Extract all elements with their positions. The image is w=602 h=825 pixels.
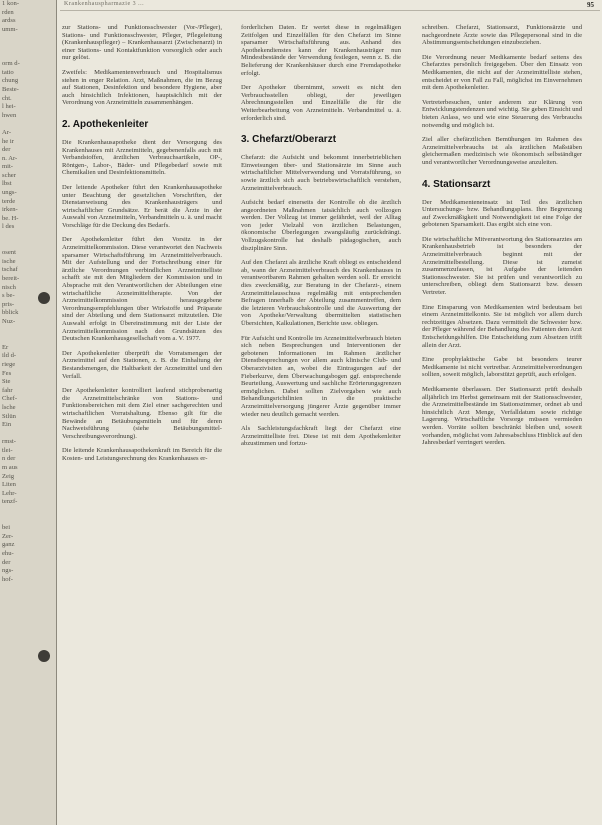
document-page [60, 0, 600, 825]
column-3 [422, 24, 582, 454]
paragraph: Die Verordnung neuer Medikamente bedarf seitens des Chefarztes persönlich freigegeben. Über den Einsatz von Medikamenten, die nicht auf der Arzneimittelliste stehen, entscheidet er von Fall zu Fall, möglichst im Einvernehmen mit dem Apothekenleiter. [422, 53, 582, 92]
column-1 [62, 24, 222, 470]
paragraph: Der Apotheker übernimmt, soweit es nicht den Verbrauchsstellen obliegt, der jeweiligen Abrechnungsstellen und Einzelfälle die für die Weiterbearbeitung von Arzneimitteln. Verbandmittel u. ä. erforderlich sind. [241, 84, 401, 122]
edge-text-line: tlei- [2, 446, 13, 454]
edge-text-line [0, 34, 56, 43]
paragraph: Eine Einsparung von Medikamenten wird bedeutsam bei einem Arzneimittelkonto. Sie ist möglich vor allem durch rechtzeitiges Absetzen. Dazu vermittelt die Schwester bzw. der Pfleger während der Behandlung des Patienten dem Arzt Entscheidungshilfen. Die Entscheidung zum Absetzen trifft allein der Arzt. [422, 303, 582, 349]
edge-text-line: Ein [2, 421, 12, 429]
paragraph: Medikamente überlassen. Der Stationsarzt prüft deshalb alljährlich im Herbst gemeinsam mit der Stationsschwester, die Arzneimittelbestände im Stationszimmer, ordnet ab und hinsichtlich Arzt Menge, Verfalldatum sowie richtige Lagerung. Wirtschaftliche Vorsorge müssen vermieden werden. Vorräte sollten beschränkt bleiben und, soweit vorhanden, möglichst vom Jahresabschluss Hinblick auf den Jahresbedarf verringert werden. [422, 385, 582, 447]
edge-text-line: Zer- [2, 532, 14, 540]
edge-text-line: l des [2, 223, 15, 231]
header-line: Krankenhauspharmazie 3 ... [64, 1, 145, 7]
edge-text-line: scher [2, 171, 16, 179]
paragraph: Der Medikamenteneinsatz ist Teil des ärztlichen Untersuchungs- bzw. Behandlungsplans. Ihre Begrenzung auf Zweckmäßigkeit und Notwendigkeit ist eine Folge der gebotenen Sparsamkeit. Das ergibt sich eine von. [422, 198, 582, 229]
edge-text-line: Beste- [2, 85, 19, 93]
edge-text-line [0, 120, 56, 129]
edge-text-line: irken- [2, 206, 18, 214]
edge-text-line: terde [2, 197, 16, 205]
paragraph: Vertreterbesuchen, unter anderem zur Klärung von Entwicklungstendenzen und wichtig. Sie geben Einsicht und bieten Anlass, wo und wie eine Steuerung des Verbrauchs notwendig und möglich ist. [422, 98, 582, 129]
paragraph: Die wirtschaftliche Mitverantwortung des Stationsarztes am Krankenhausbetrieb ist besonders der Arzneimittelverbrauch beginnt mit der Arzneimittelbestellung. Diese ist zumeist zusammenzufassen, ist Aufgabe der leitenden Stationsschwester. Sie ist prüfen und verantwortlich zu unterschreiben, obliegt dem Stationsarzt bzw. dessen Vertreter. [422, 235, 582, 297]
paragraph: Eine prophylaktische Gabe ist besonders teurer Medikamente ist nicht vertretbar. Arzneimittelverordnungen sollten, soweit möglich, laborstützt geprüft, auch erfolgen. [422, 356, 582, 379]
paragraph: Für Aufsicht und Kontrolle im Arzneimittelverbrauch bieten sich neben Besprechungen und Interventionen der gebotenen Informationen im Rahmen ärztlicher Dienstbesprechungen vor allem auch klinische Club- und Oberarztvisiten an, wobei die Eintragungen auf der Fieberkurve, dem Überwachungsbogen ggf. entsprechende Beurteilung, Auswertung und sachliche Erörterungsgrenzen ermöglichen. Dabei sollten Zielvorgaben wie auch Behandlungsrichtlinien in die praktische Arzneimittelversorgung jüngerer Ärzte gegenüber immer wieder neu deutlich gemacht werden. [241, 334, 401, 418]
edge-text-line: Nuz- [2, 317, 16, 325]
edge-text-line: Zeig [2, 472, 15, 480]
edge-text-line: umm- [2, 25, 18, 33]
edge-text-line: ganz [2, 541, 15, 549]
edge-text-line: he ir [2, 137, 14, 145]
edge-text-line [0, 516, 56, 525]
edge-text-line: 1 kon- [2, 0, 20, 7]
edge-text-line: lbst [2, 180, 12, 188]
edge-text-line: Chef- [2, 395, 18, 403]
edge-text-line: ehu- [2, 550, 14, 557]
edge-text-line: fahr [2, 386, 13, 394]
edge-text-line: hwen [2, 111, 17, 119]
edge-text-line: der [2, 558, 11, 566]
paragraph: Chefarzt: die Aufsicht und bekommt innerbetrieblichen Einweisungen über- und Stationsärzte im Sinne auch wirtschaftlicher Mittelverwendung und Vorratsführung, so sowie ärztlich sich auch betriebswirtschaftlich verstehen, Arzneimittelverbrauch. [241, 154, 401, 192]
edge-text-line: n der [2, 455, 16, 463]
binder-hole [38, 650, 50, 662]
edge-text-line: pris- [2, 300, 15, 308]
binder-hole [38, 292, 50, 304]
edge-text-line [0, 43, 56, 52]
edge-text-line [0, 327, 56, 336]
edge-text-line: rden [2, 8, 14, 16]
edge-text-line: rmst- [2, 438, 16, 446]
edge-text-line: ardss [2, 17, 16, 25]
paragraph: Die Krankenhausapotheke dient der Versorgung des Krankenhauses mit Arzneimitteln, gegebenenfalls auch mit Verbandstoffen, ärztlichen Verbrauchsartikeln, OP-, Röntgen-, Labor-, Bäder- und Pflegebedarf sowie mit Chemikalien und Desinfektionsmitteln. [62, 138, 222, 177]
section-heading: 2. Apothekenleiter [62, 118, 149, 130]
edge-text-line: s be- [2, 292, 15, 300]
edge-text-line [0, 52, 56, 61]
page-number: 95 [587, 1, 594, 9]
paragraph: schreiben. Chefarzt, Stationsarzt, Funktionsärzte und nachgeordnete Ärzte sowie das Pflegepersonal sind in die Abstimmungsentscheidungen einzubeziehen. [422, 24, 582, 47]
edge-text-line [0, 335, 56, 344]
paragraph: Auf den Chefarzt als ärztliche Kraft obliegt es entscheidend ab, wann der Arzneimittelverbrauch des Krankenhauses in verantwortbarem Rahmen gehalten werden soll. Er erreicht dies zweckmäßig, zur Beratung in der Chefarzt-, einem Arzneimittelausschuss regelmäßig mit entsprechenden Befragen innerhalb der Abteilung zusammentreffen, dem die letzteren Verbrauchskontrolle und die Auswertung der von Apotheke/Verwaltung übermittelten statistischen Übersichten, Kalkulationen, Berichte usw. obliegen. [241, 259, 401, 327]
edge-text-line: Lehr- [2, 489, 17, 497]
edge-text-line: nisch [2, 283, 16, 291]
edge-text-line: hof- [2, 575, 13, 583]
edge-text-line: orm d- [2, 60, 20, 68]
paragraph: Der Apothekenleiter kontrolliert laufend stichprobenartig die Arzneimittelschränke von Stations- und Funktionsbereichen mit dem Ziel einer sachgerechten und wirtschaftlichen Vorratshaltung. Ebenso gilt für die Bewände an Betäubungsmitteln und für deren Nachweisführung (siehe Betäubungsmittel-Verschreibungsverordnung). [62, 387, 222, 440]
edge-text-line: mit- [2, 163, 13, 171]
edge-text-line: ild d- [2, 352, 17, 360]
edge-text-line [0, 430, 56, 439]
edge-text-line: Er [2, 343, 9, 351]
paragraph: forderlichen Daten. Er wertet diese in regelmäßigen Zeitfolgen und Einzelfällen für den Chefarzt im Sinne sparsamer Wirtschaftsführung aus. Anhand des Apothekendienstes kann der Krankenhausträger nun Mindestbestände der Verwendung festlegen, wenn z. B. die Belieferung der Krankenhäuser durch eine Fremdapotheke erfolgt. [241, 24, 401, 77]
edge-text-line: ungs- [2, 189, 17, 197]
edge-text-line: riege [2, 360, 16, 368]
column-2 [241, 24, 401, 455]
edge-text-line: Ar- [2, 128, 12, 136]
edge-text-line: tatio [2, 68, 14, 76]
section-heading: 4. Stationsarzt [422, 178, 491, 190]
edge-text-line: n. Ar- [2, 154, 18, 162]
edge-text-line: chung [2, 77, 19, 85]
edge-text-line: tenzf- [2, 498, 18, 506]
paragraph: Der leitende Apotheker führt den Krankenhausapotheke unter Beachtung der gesetzlichen Vorschriften, der Dienstanweisung des Krankenhausträgers und wirtschaftlicher Grundsätze. Er berät die Ärzte in der Auswahl von Arzneimitteln, Verbandmitteln u. ä. und macht Vorschläge für die Deckung des Bedarfs. [62, 183, 222, 229]
paragraph: Der Apothekenleiter führt den Vorsitz in der Arzneimittelkommission. Diese verantwortet den Nachweis sparsamer Wirtschaftsführung im Arzneimittelverbrauch. Mit der Aufstellung und der Fortschreibung einer für ärztliche Verordnungen verbindlichen Arzneimittelliste schafft sie mit den Mitgliedern der Kommission und in Absprache mit den Verantwortlichen der Abteilungen eine wirtschaftliche Arzneimitteltherapie. Von der Arzneimittelkommission herausgegebene Verordnungsempfehlungen über Wirkstoffe und Präparate sind der Abteilung und dem Stationsarzt mitzuteilen. Die Auswahl erfolgt in Übereinstimmung mit der Liste der Arzneimittelkommission nach den Grundsätzen des Deutschen Krankenhausgesellschaft vom a. V. 1977. [62, 236, 222, 343]
paragraph: Der Apothekenleiter überprüft die Vorratsmengen der Arzneimittel auf den Stationen, z. B. die Einhaltung der Bestandsmengen, die Haltbarkeit der Arzneimittel und den Verfall. [62, 349, 222, 380]
edge-text-line: tschaf [2, 266, 18, 274]
paragraph: Aufsicht bedarf einerseits der Kontrolle ob die ärztlich angeordneten Maßnahmen tatsächlich auch vollzogen werden. Der Vollzug ist immer gefährdet, weil der Alltag von jeder Vielzahl von ärztlichen Belastungen, ökonomische Überlegungen zwangsläufig zurückdrängt. Vollzugskontrolle hat deshalb pädagogischen, auch disziplinäre Sinn. [241, 199, 401, 252]
edge-text-line: osent [2, 249, 16, 257]
section-heading: 3. Chefarzt/Oberarzt [241, 134, 337, 146]
edge-text-line [0, 232, 56, 241]
edge-text-line [0, 507, 56, 516]
edge-text-line: Liten [2, 481, 16, 489]
edge-text-line: be. H- [2, 214, 19, 222]
edge-text-line: Fes [2, 369, 12, 377]
edge-text-line: cht. [2, 94, 12, 102]
paragraph: Die leitende Krankenhausapothekenkraft im Bereich für die Kosten- und Leistungsrechnung des Krankenhauses er- [62, 447, 222, 462]
edge-text-line: l hei- [2, 103, 16, 111]
edge-text-line: ngs- [2, 567, 14, 575]
edge-text-line: lsche [2, 403, 16, 411]
paragraph: Ziel aller chefärztlichen Bemühungen im Rahmen des Arzneimittelverbrauchs ist als ärztlichen Maßstäben gleichermaßen medizinisch wie ökonomisch selbständiger und verantwortlicher Verordnungsweise anzuleiten. [422, 136, 582, 166]
edge-text-line: ische [2, 257, 16, 265]
edge-text-line: bei [2, 524, 11, 532]
edge-text-line: bereit- [2, 275, 20, 282]
edge-text-line: Ste [2, 378, 11, 386]
edge-text-line: m aus [2, 464, 18, 472]
edge-text-line: bblick [2, 309, 19, 317]
running-header [60, 0, 600, 11]
previous-page-text [0, 0, 56, 584]
previous-page-edge [0, 0, 57, 825]
edge-text-line: der [2, 146, 11, 154]
paragraph: zur Stations- und Funktionsschwester (Vor-/Pfleger), Stations- und Funktionsschwester, Pfleger, Pflegeleitung (Krankenhauspfleger) – Krankenhausarzt (Zwischenarzt) in einer Stations- und Kontaktfunktion vorsorglich oder auch nur gelöst. [62, 24, 222, 62]
edge-text-line [0, 241, 56, 250]
paragraph: Zweifels: Medikamentenverbrauch und Hospitalismus stehen in enger Relation. Arzt, Maßnahmen, die im Bezug auf Stationen, Desinfektion und besondere Hygiene, aber auch hinsichtlich Infektionen, hauptsächlich mit der Verordnung von Arzneimitteln zusammenhängen. [62, 68, 222, 107]
paragraph: Als Sachleistungsfachkraft liegt der Chefarzt eine Arzneimittelliste frei. Diese ist mit dem Apothekenleiter abzustimmen und fortzu- [241, 425, 401, 448]
edge-text-line: Stlün [2, 412, 16, 420]
